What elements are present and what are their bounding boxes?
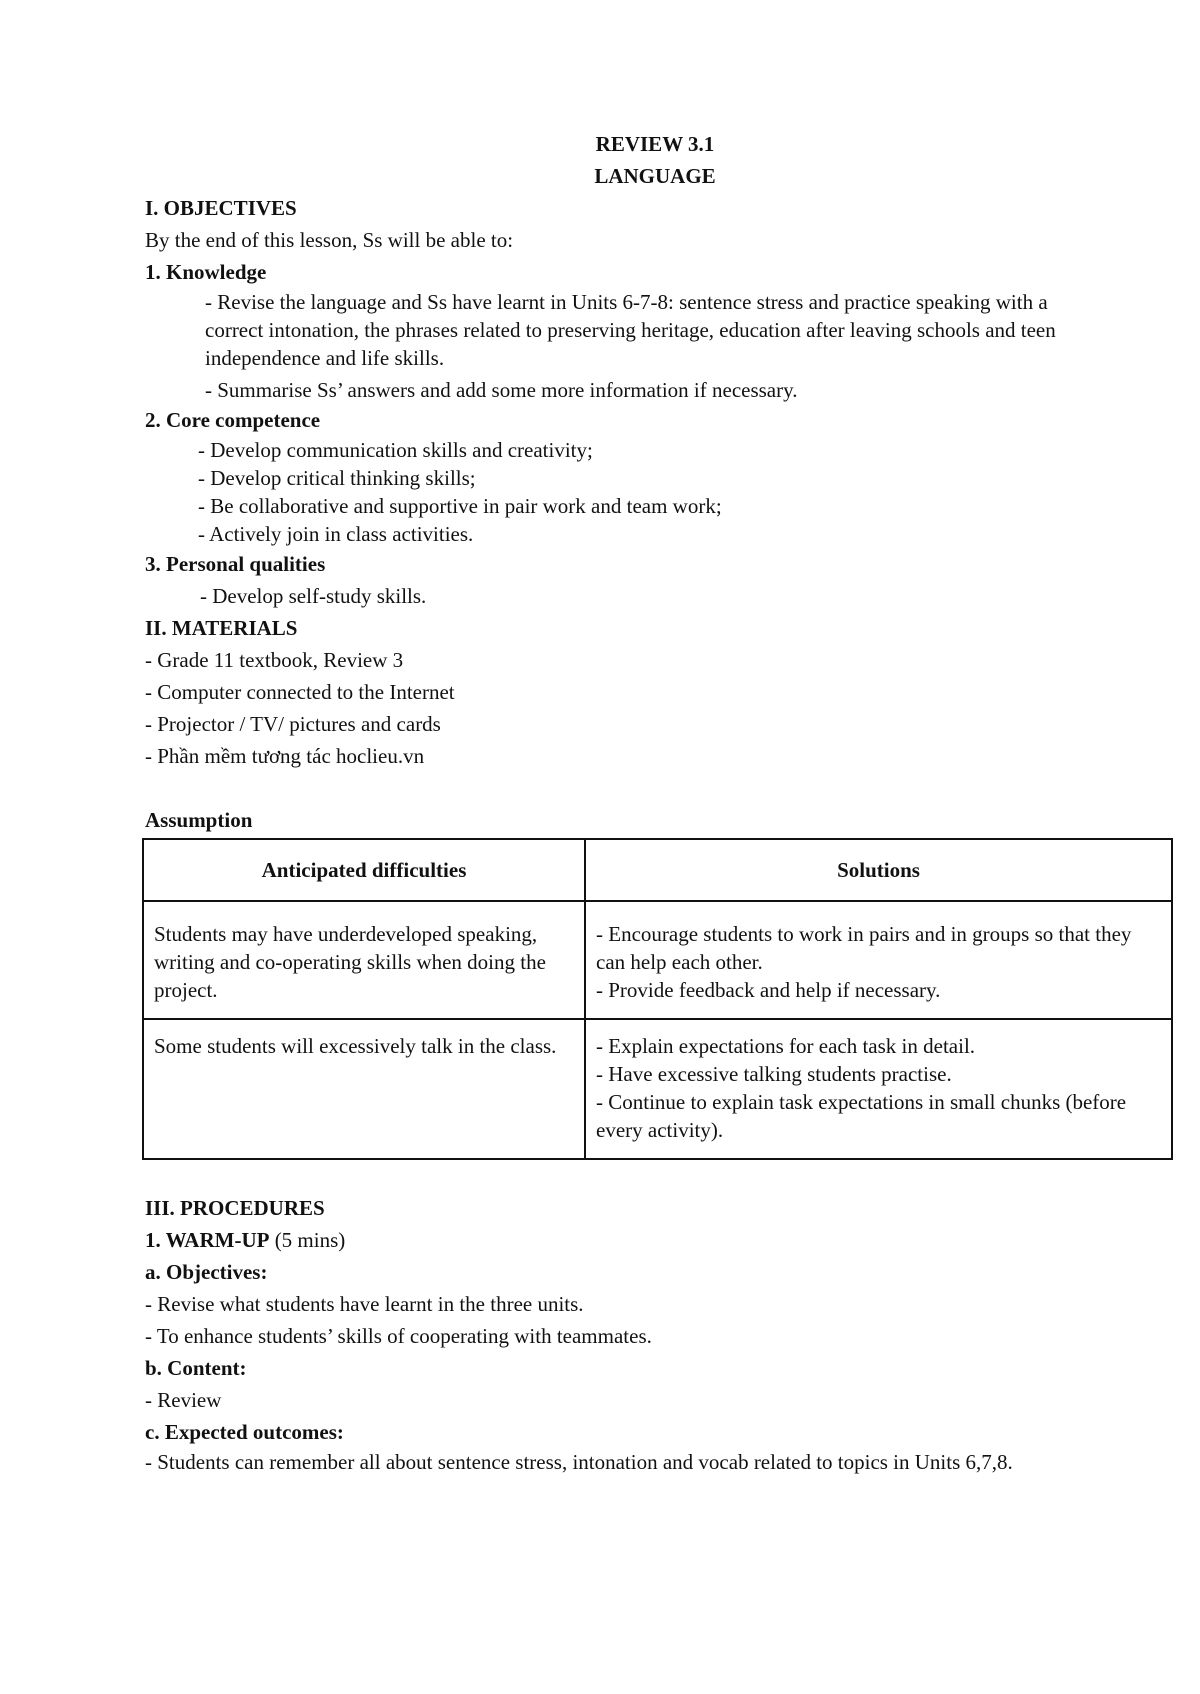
core-item: - Develop critical thinking skills; <box>198 466 476 490</box>
materials-heading: II. MATERIALS <box>145 616 298 640</box>
knowledge-list <box>145 288 1105 404</box>
warmup-content-item: - Review <box>145 1388 222 1412</box>
warmup-outcomes-heading: c. Expected outcomes: <box>145 1420 344 1444</box>
solution-item: - Encourage students to work in pairs and in groups so that they can help each other. <box>596 922 1132 974</box>
materials-item: - Projector / TV/ pictures and cards <box>145 712 441 736</box>
table-header-row <box>143 839 1172 901</box>
personal-item: - Develop self-study skills. <box>200 584 427 608</box>
procedures-heading: III. PROCEDURES <box>145 1196 325 1220</box>
materials-item: - Grade 11 textbook, Review 3 <box>145 648 404 672</box>
difficulty-cell: Students may have underdeveloped speaking, writing and co-operating skills when doing the project. <box>143 901 585 1019</box>
column-header-difficulties: Anticipated difficulties <box>143 839 585 901</box>
core-item: - Actively join in class activities. <box>198 522 474 546</box>
warmup-heading <box>145 1224 1175 1256</box>
solution-item: - Explain expectations for each task in detail. <box>596 1034 976 1058</box>
core-item: - Be collaborative and supportive in pair work and team work; <box>198 494 722 518</box>
objectives-intro: By the end of this lesson, Ss will be able to: <box>145 228 514 252</box>
solution-item: - Have excessive talking students practise. <box>596 1062 952 1086</box>
solutions-cell <box>585 1019 1172 1159</box>
solutions-cell <box>585 901 1172 1019</box>
title-review: REVIEW 3.1 <box>595 132 715 156</box>
personal-qualities-heading: 3. Personal qualities <box>145 552 326 576</box>
table-row <box>143 901 1172 1019</box>
warmup-title: 1. WARM-UP <box>145 1228 270 1252</box>
personal-qualities-list <box>145 580 1175 612</box>
solution-item: - Continue to explain task expectations in small chunks (before every activity). <box>596 1090 1127 1142</box>
core-competence-heading: 2. Core competence <box>145 408 321 432</box>
materials-item: - Computer connected to the Internet <box>145 680 455 704</box>
warmup-outcome-item: - Students can remember all about sentence stress, intonation and vocab related to topics in Units 6,7,8. <box>145 1450 1013 1474</box>
column-header-solutions: Solutions <box>585 839 1172 901</box>
core-competence-list <box>145 436 1175 548</box>
warmup-objective-item: - To enhance students’ skills of cooperating with teammates. <box>145 1324 652 1348</box>
warmup-objectives-heading: a. Objectives: <box>145 1260 268 1284</box>
table-row <box>143 1019 1172 1159</box>
assumption-heading: Assumption <box>145 808 253 832</box>
warmup-content-heading: b. Content: <box>145 1356 247 1380</box>
title-language: LANGUAGE <box>594 164 716 188</box>
knowledge-item: - Summarise Ss’ answers and add some more information if necessary. <box>205 378 798 402</box>
warmup-objective-item: - Revise what students have learnt in the three units. <box>145 1292 584 1316</box>
lesson-plan-page <box>145 128 1175 1476</box>
objectives-heading: I. OBJECTIVES <box>145 196 297 220</box>
assumption-table <box>142 838 1173 1160</box>
warmup-time: (5 mins) <box>269 1228 346 1252</box>
knowledge-heading: 1. Knowledge <box>145 260 267 284</box>
core-item: - Develop communication skills and creativity; <box>198 438 593 462</box>
knowledge-item: - Revise the language and Ss have learnt in Units 6-7-8: sentence stress and practice speaking with a correct intonation, the phrases related to preserving heritage, education after leaving schools and teen independence and life skills. <box>205 290 1056 370</box>
solution-item: - Provide feedback and help if necessary. <box>596 978 941 1002</box>
materials-item: - Phần mềm tương tác hoclieu.vn <box>145 744 425 768</box>
difficulty-cell: Some students will excessively talk in the class. <box>143 1019 585 1159</box>
materials-list <box>145 644 1175 772</box>
